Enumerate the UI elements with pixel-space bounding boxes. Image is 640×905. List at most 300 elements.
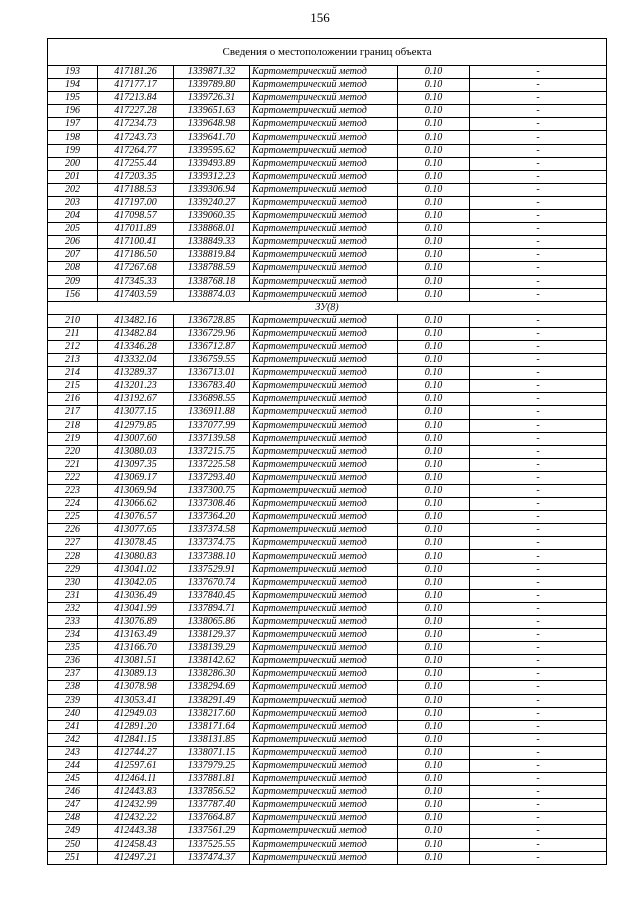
table-row [48,236,607,249]
table-row [48,720,607,733]
note-cell: - [470,511,607,524]
note-cell: - [470,406,607,419]
table-row [48,380,607,393]
y-coordinate-cell: 1339641.70 [174,131,250,144]
note-cell: - [470,223,607,236]
x-coordinate-cell: 412443.83 [98,786,174,799]
table-row [48,406,607,419]
x-coordinate-cell: 413041.99 [98,602,174,615]
x-coordinate-cell: 413166.70 [98,642,174,655]
table-row [48,458,607,471]
accuracy-cell: 0.10 [398,471,470,484]
point-number-cell: 211 [48,327,98,340]
note-cell: - [470,615,607,628]
accuracy-cell: 0.10 [398,498,470,511]
note-cell: - [470,393,607,406]
point-number-cell: 240 [48,707,98,720]
y-coordinate-cell: 1337293.40 [174,471,250,484]
note-cell: - [470,183,607,196]
y-coordinate-cell: 1338071.15 [174,746,250,759]
accuracy-cell: 0.10 [398,825,470,838]
table-row [48,210,607,223]
table-row [48,589,607,602]
note-cell: - [470,340,607,353]
x-coordinate-cell: 413066.62 [98,498,174,511]
note-cell: - [470,786,607,799]
table-row [48,196,607,209]
point-number-cell: 220 [48,445,98,458]
x-coordinate-cell: 413089.13 [98,668,174,681]
y-coordinate-cell: 1337374.58 [174,524,250,537]
table-row [48,92,607,105]
table-row [48,773,607,786]
x-coordinate-cell: 413036.49 [98,589,174,602]
accuracy-cell: 0.10 [398,354,470,367]
note-cell: - [470,485,607,498]
x-coordinate-cell: 413078.98 [98,681,174,694]
accuracy-cell: 0.10 [398,131,470,144]
y-coordinate-cell: 1339726.31 [174,92,250,105]
y-coordinate-cell: 1338129.37 [174,629,250,642]
accuracy-cell: 0.10 [398,196,470,209]
x-coordinate-cell: 413069.17 [98,471,174,484]
point-number-cell: 214 [48,367,98,380]
note-cell: - [470,602,607,615]
method-cell: Картометрический метод [250,170,398,183]
accuracy-cell: 0.10 [398,707,470,720]
point-number-cell: 231 [48,589,98,602]
point-number-cell: 228 [48,550,98,563]
x-coordinate-cell: 413201.23 [98,380,174,393]
method-cell: Картометрический метод [250,262,398,275]
y-coordinate-cell: 1339648.98 [174,118,250,131]
accuracy-cell: 0.10 [398,786,470,799]
point-number-cell: 241 [48,720,98,733]
y-coordinate-cell: 1338217.60 [174,707,250,720]
point-number-cell: 196 [48,105,98,118]
note-cell: - [470,563,607,576]
x-coordinate-cell: 413482.16 [98,314,174,327]
point-number-cell: 225 [48,511,98,524]
method-cell: Картометрический метод [250,157,398,170]
accuracy-cell: 0.10 [398,524,470,537]
method-cell: Картометрический метод [250,668,398,681]
x-coordinate-cell: 413163.49 [98,629,174,642]
method-cell: Картометрический метод [250,524,398,537]
accuracy-cell: 0.10 [398,746,470,759]
method-cell: Картометрический метод [250,537,398,550]
x-coordinate-cell: 412597.61 [98,759,174,772]
note-cell: - [470,799,607,812]
note-cell: - [470,314,607,327]
method-cell: Картометрический метод [250,380,398,393]
x-coordinate-cell: 413081.51 [98,655,174,668]
y-coordinate-cell: 1338868.01 [174,223,250,236]
table-row [48,668,607,681]
method-cell: Картометрический метод [250,354,398,367]
table-row [48,576,607,589]
method-cell: Картометрический метод [250,118,398,131]
method-cell: Картометрический метод [250,485,398,498]
note-cell: - [470,458,607,471]
x-coordinate-cell: 412891.20 [98,720,174,733]
y-coordinate-cell: 1337364.20 [174,511,250,524]
point-number-cell: 250 [48,838,98,851]
method-cell: Картометрический метод [250,655,398,668]
y-coordinate-cell: 1339651.63 [174,105,250,118]
table-row [48,812,607,825]
table-row [48,694,607,707]
method-cell: Картометрический метод [250,458,398,471]
accuracy-cell: 0.10 [398,249,470,262]
x-coordinate-cell: 413042.05 [98,576,174,589]
accuracy-cell: 0.10 [398,288,470,301]
y-coordinate-cell: 1339871.32 [174,66,250,79]
point-number-cell: 199 [48,144,98,157]
table-row [48,170,607,183]
point-number-cell: 204 [48,210,98,223]
table-row [48,419,607,432]
y-coordinate-cell: 1336759.55 [174,354,250,367]
table-row [48,118,607,131]
accuracy-cell: 0.10 [398,694,470,707]
point-number-cell: 242 [48,733,98,746]
x-coordinate-cell: 417345.33 [98,275,174,288]
point-number-cell: 206 [48,236,98,249]
accuracy-cell: 0.10 [398,262,470,275]
note-cell: - [470,275,607,288]
y-coordinate-cell: 1337215.75 [174,445,250,458]
point-number-cell: 197 [48,118,98,131]
x-coordinate-cell: 412443.38 [98,825,174,838]
x-coordinate-cell: 413346.28 [98,340,174,353]
accuracy-cell: 0.10 [398,327,470,340]
page-number: 156 [310,10,330,25]
note-cell: - [470,524,607,537]
boundary-coordinates-table [47,38,607,865]
y-coordinate-cell: 1339306.94 [174,183,250,196]
accuracy-cell: 0.10 [398,144,470,157]
point-number-cell: 248 [48,812,98,825]
method-cell: Картометрический метод [250,432,398,445]
method-cell: Картометрический метод [250,642,398,655]
y-coordinate-cell: 1339493.89 [174,157,250,170]
table-row [48,602,607,615]
point-number-cell: 212 [48,340,98,353]
x-coordinate-cell: 412979.85 [98,419,174,432]
note-cell: - [470,838,607,851]
accuracy-cell: 0.10 [398,511,470,524]
section-label: ЗУ(8) [48,301,607,314]
method-cell: Картометрический метод [250,759,398,772]
accuracy-cell: 0.10 [398,223,470,236]
accuracy-cell: 0.10 [398,655,470,668]
x-coordinate-cell: 417234.73 [98,118,174,131]
table-row [48,786,607,799]
x-coordinate-cell: 417177.17 [98,79,174,92]
point-number-cell: 219 [48,432,98,445]
note-cell: - [470,118,607,131]
accuracy-cell: 0.10 [398,432,470,445]
y-coordinate-cell: 1339240.27 [174,196,250,209]
y-coordinate-cell: 1338065.86 [174,615,250,628]
method-cell: Картометрический метод [250,629,398,642]
point-number-cell: 226 [48,524,98,537]
accuracy-cell: 0.10 [398,799,470,812]
y-coordinate-cell: 1336898.55 [174,393,250,406]
x-coordinate-cell: 417213.84 [98,92,174,105]
note-cell: - [470,210,607,223]
method-cell: Картометрический метод [250,210,398,223]
x-coordinate-cell: 417100.41 [98,236,174,249]
method-cell: Картометрический метод [250,288,398,301]
y-coordinate-cell: 1338294.69 [174,681,250,694]
x-coordinate-cell: 417203.35 [98,170,174,183]
table-row [48,354,607,367]
method-cell: Картометрический метод [250,275,398,288]
note-cell: - [470,249,607,262]
point-number-cell: 193 [48,66,98,79]
accuracy-cell: 0.10 [398,393,470,406]
table-title: Сведения о местоположении границ объекта [48,39,607,66]
point-number-cell: 222 [48,471,98,484]
x-coordinate-cell: 417255.44 [98,157,174,170]
point-number-cell: 232 [48,602,98,615]
table-row [48,825,607,838]
method-cell: Картометрический метод [250,314,398,327]
accuracy-cell: 0.10 [398,406,470,419]
method-cell: Картометрический метод [250,79,398,92]
x-coordinate-cell: 413289.37 [98,367,174,380]
table-row [48,681,607,694]
method-cell: Картометрический метод [250,825,398,838]
accuracy-cell: 0.10 [398,92,470,105]
table-row [48,733,607,746]
method-cell: Картометрический метод [250,393,398,406]
y-coordinate-cell: 1337525.55 [174,838,250,851]
table-row [48,393,607,406]
method-cell: Картометрический метод [250,733,398,746]
method-cell: Картометрический метод [250,707,398,720]
table-title-row [48,39,607,66]
y-coordinate-cell: 1336728.85 [174,314,250,327]
accuracy-cell: 0.10 [398,236,470,249]
x-coordinate-cell: 413077.65 [98,524,174,537]
x-coordinate-cell: 413053.41 [98,694,174,707]
method-cell: Картометрический метод [250,681,398,694]
method-cell: Картометрический метод [250,694,398,707]
accuracy-cell: 0.10 [398,183,470,196]
y-coordinate-cell: 1338819.84 [174,249,250,262]
x-coordinate-cell: 413080.83 [98,550,174,563]
method-cell: Картометрический метод [250,445,398,458]
method-cell: Картометрический метод [250,471,398,484]
table-row [48,275,607,288]
point-number-cell: 245 [48,773,98,786]
note-cell: - [470,589,607,602]
point-number-cell: 243 [48,746,98,759]
accuracy-cell: 0.10 [398,66,470,79]
method-cell: Картометрический метод [250,799,398,812]
method-cell: Картометрический метод [250,144,398,157]
point-number-cell: 195 [48,92,98,105]
y-coordinate-cell: 1336729.96 [174,327,250,340]
point-number-cell: 223 [48,485,98,498]
x-coordinate-cell: 413332.04 [98,354,174,367]
note-cell: - [470,327,607,340]
point-number-cell: 213 [48,354,98,367]
method-cell: Картометрический метод [250,196,398,209]
accuracy-cell: 0.10 [398,537,470,550]
point-number-cell: 221 [48,458,98,471]
point-number-cell: 205 [48,223,98,236]
note-cell: - [470,642,607,655]
method-cell: Картометрический метод [250,406,398,419]
point-number-cell: 210 [48,314,98,327]
accuracy-cell: 0.10 [398,615,470,628]
note-cell: - [470,537,607,550]
point-number-cell: 238 [48,681,98,694]
y-coordinate-cell: 1337374.75 [174,537,250,550]
x-coordinate-cell: 412464.11 [98,773,174,786]
y-coordinate-cell: 1338139.29 [174,642,250,655]
method-cell: Картометрический метод [250,340,398,353]
accuracy-cell: 0.10 [398,340,470,353]
x-coordinate-cell: 413041.02 [98,563,174,576]
accuracy-cell: 0.10 [398,170,470,183]
table-row [48,249,607,262]
x-coordinate-cell: 417188.53 [98,183,174,196]
method-cell: Картометрический метод [250,602,398,615]
accuracy-cell: 0.10 [398,314,470,327]
method-cell: Картометрический метод [250,589,398,602]
point-number-cell: 235 [48,642,98,655]
y-coordinate-cell: 1336783.40 [174,380,250,393]
point-number-cell: 194 [48,79,98,92]
x-coordinate-cell: 412458.43 [98,838,174,851]
point-number-cell: 217 [48,406,98,419]
table-row [48,851,607,864]
y-coordinate-cell: 1338171.64 [174,720,250,733]
point-number-cell: 215 [48,380,98,393]
y-coordinate-cell: 1337474.37 [174,851,250,864]
point-number-cell: 244 [48,759,98,772]
note-cell: - [470,825,607,838]
y-coordinate-cell: 1337840.45 [174,589,250,602]
note-cell: - [470,668,607,681]
x-coordinate-cell: 413482.84 [98,327,174,340]
y-coordinate-cell: 1339595.62 [174,144,250,157]
note-cell: - [470,707,607,720]
y-coordinate-cell: 1337979.25 [174,759,250,772]
x-coordinate-cell: 412744.27 [98,746,174,759]
accuracy-cell: 0.10 [398,851,470,864]
point-number-cell: 201 [48,170,98,183]
y-coordinate-cell: 1339312.23 [174,170,250,183]
point-number-cell: 227 [48,537,98,550]
note-cell: - [470,157,607,170]
method-cell: Картометрический метод [250,563,398,576]
x-coordinate-cell: 417264.77 [98,144,174,157]
y-coordinate-cell: 1337881.81 [174,773,250,786]
note-cell: - [470,196,607,209]
section-row [48,301,607,314]
x-coordinate-cell: 412432.22 [98,812,174,825]
x-coordinate-cell: 417243.73 [98,131,174,144]
x-coordinate-cell: 412432.99 [98,799,174,812]
method-cell: Картометрический метод [250,550,398,563]
accuracy-cell: 0.10 [398,367,470,380]
method-cell: Картометрический метод [250,223,398,236]
accuracy-cell: 0.10 [398,720,470,733]
accuracy-cell: 0.10 [398,642,470,655]
y-coordinate-cell: 1336911.88 [174,406,250,419]
point-number-cell: 218 [48,419,98,432]
y-coordinate-cell: 1339060.35 [174,210,250,223]
accuracy-cell: 0.10 [398,275,470,288]
point-number-cell: 237 [48,668,98,681]
x-coordinate-cell: 413077.15 [98,406,174,419]
method-cell: Картометрический метод [250,615,398,628]
table-row [48,511,607,524]
note-cell: - [470,144,607,157]
method-cell: Картометрический метод [250,720,398,733]
note-cell: - [470,92,607,105]
table-row [48,105,607,118]
table-row [48,642,607,655]
table-row [48,524,607,537]
point-number-cell: 202 [48,183,98,196]
method-cell: Картометрический метод [250,773,398,786]
point-number-cell: 216 [48,393,98,406]
note-cell: - [470,367,607,380]
y-coordinate-cell: 1338874.03 [174,288,250,301]
accuracy-cell: 0.10 [398,733,470,746]
point-number-cell: 229 [48,563,98,576]
accuracy-cell: 0.10 [398,419,470,432]
accuracy-cell: 0.10 [398,602,470,615]
y-coordinate-cell: 1336713.01 [174,367,250,380]
accuracy-cell: 0.10 [398,812,470,825]
note-cell: - [470,694,607,707]
point-number-cell: 224 [48,498,98,511]
table-row [48,445,607,458]
y-coordinate-cell: 1337529.91 [174,563,250,576]
table-row [48,471,607,484]
method-cell: Картометрический метод [250,92,398,105]
method-cell: Картометрический метод [250,66,398,79]
x-coordinate-cell: 417186.50 [98,249,174,262]
method-cell: Картометрический метод [250,511,398,524]
note-cell: - [470,550,607,563]
note-cell: - [470,655,607,668]
note-cell: - [470,105,607,118]
point-number-cell: 247 [48,799,98,812]
point-number-cell: 203 [48,196,98,209]
x-coordinate-cell: 417267.68 [98,262,174,275]
table-row [48,262,607,275]
note-cell: - [470,170,607,183]
table-row [48,314,607,327]
table-row [48,66,607,79]
x-coordinate-cell: 412497.21 [98,851,174,864]
x-coordinate-cell: 413069.94 [98,485,174,498]
table-row [48,223,607,236]
point-number-cell: 200 [48,157,98,170]
accuracy-cell: 0.10 [398,79,470,92]
table-row [48,707,607,720]
y-coordinate-cell: 1337670.74 [174,576,250,589]
